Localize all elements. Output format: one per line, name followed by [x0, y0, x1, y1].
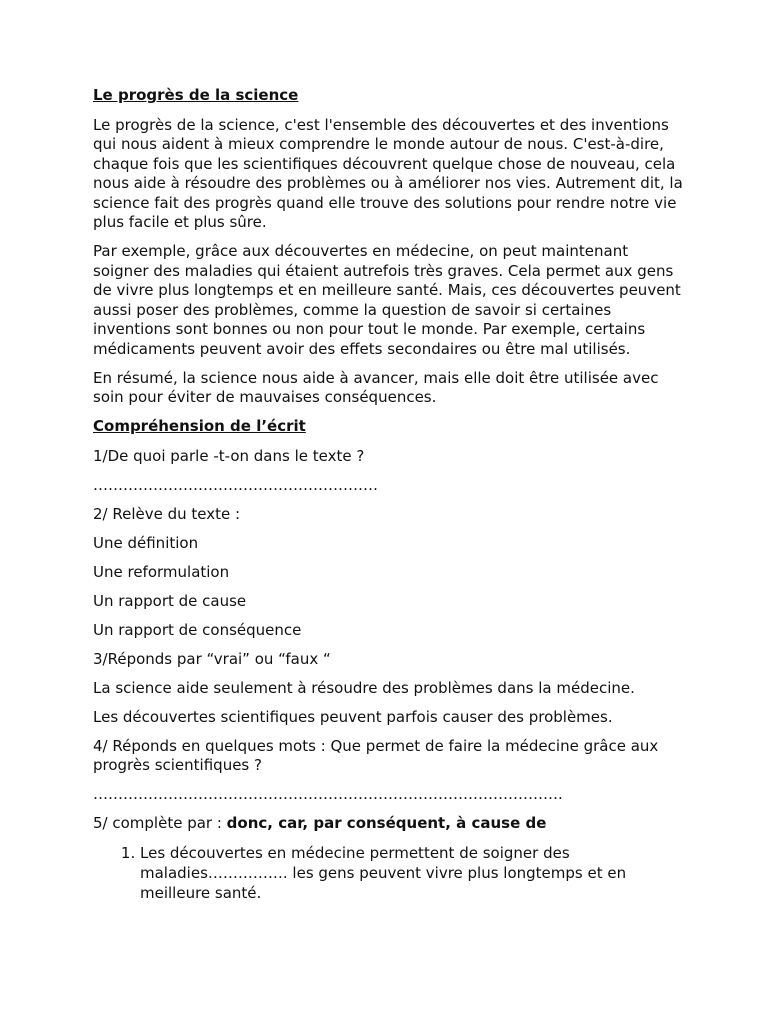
question-2: 2/ Relève du texte :	[93, 504, 241, 523]
q3-statement-2: Les découvertes scientifiques peuvent parfois causer des problèmes.	[93, 707, 613, 726]
q5-prefix: 5/ complète par :	[93, 814, 227, 832]
question-3: 3/Réponds par “vrai” ou “faux “	[93, 649, 331, 668]
answer-line-1: …………………………………………………	[93, 475, 378, 494]
comprehension-heading: Compréhension de l’écrit	[93, 417, 306, 435]
q2-item-consequence: Un rapport de conséquence	[93, 620, 302, 639]
q3-statement-1: La science aide seulement à résoudre des problèmes dans la médecine.	[93, 678, 635, 697]
question-4: 4/ Réponds en quelques mots : Que permet de faire la médecine grâce aux progrès scientifiques ?	[93, 736, 659, 774]
q5-words: donc, car, par conséquent, à cause de	[226, 814, 547, 832]
q5-list	[93, 843, 683, 903]
q5-item-1: 1. Les découvertes en médecine permettent de soigner des maladies……………. les gens peuvent vivre plus longtemps et en meilleure santé.	[140, 843, 683, 903]
document-title: Le progrès de la science	[93, 86, 299, 104]
paragraph-definition: Le progrès de la science, c'est l'ensemble des découvertes et des inventions qui nous aident à mieux comprendre le monde autour de nous. C'est-à-dire, chaque fois que les scientifiques découvrent quelque chose de nouveau, cela nous aide à résoudre des problèmes ou à améliorer nos vies. Autrement dit, la science fait des progrès quand elle trouve des solutions pour rendre notre vie plus facile et plus sûre.	[93, 115, 683, 231]
paragraph-example: Par exemple, grâce aux découvertes en médecine, on peut maintenant soigner des maladies qui étaient autrefois très graves. Cela permet aux gens de vivre plus longtemps et en meilleure santé. Mais, ces découvertes peuvent aussi poser des problèmes, comme la question de savoir si certaines inventions sont bonnes ou non pour tout le monde. Par exemple, certains médicaments peuvent avoir des effets secondaires ou être mal utilisés.	[93, 242, 681, 358]
q2-item-definition: Une définition	[93, 533, 199, 552]
document-page	[93, 86, 683, 903]
paragraph-summary: En résumé, la science nous aide à avancer, mais elle doit être utilisée avec soin pour éviter de mauvaises conséquences.	[93, 368, 659, 406]
question-5	[93, 814, 683, 834]
q2-item-cause: Un rapport de cause	[93, 591, 247, 610]
q2-item-reformulation: Une reformulation	[93, 562, 230, 581]
answer-line-4: ………………………………………………………………………………….	[93, 785, 563, 803]
question-1: 1/De quoi parle -t-on dans le texte ?	[93, 446, 365, 465]
